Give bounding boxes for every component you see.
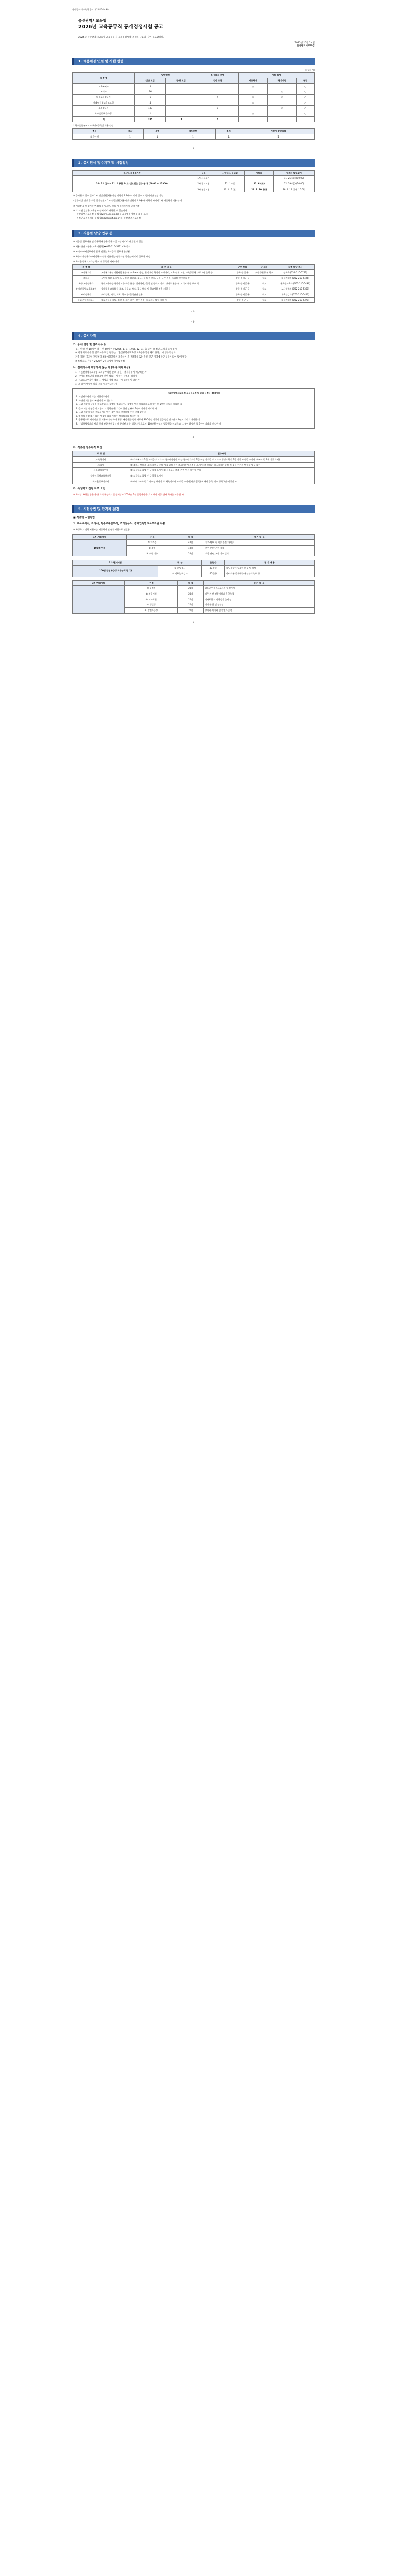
req-job: 교육복지사 [73,457,129,463]
table-cell: ○ [238,111,267,117]
th-sub: 필기시험 [268,78,297,84]
sport-cell: 채용인원 [73,134,117,140]
table-row [73,297,315,303]
stage-notice: 26. 1. 5.(월) [216,187,244,192]
sport-note: * 학교운동부지도사(8명) 종목별 채용 인원 [73,124,114,127]
job-name: 조리실무사 [73,106,135,111]
stage-table [72,580,315,614]
table-cell: 133 [135,106,166,111]
page-number: - 3 - [191,320,195,323]
table-cell: ○ [268,95,297,100]
table-row [73,281,315,286]
th-period: 응시원서 접수기간 [73,170,191,176]
table-row [73,89,315,95]
table-cell [166,89,196,95]
section-4-sub3: 라. 특성화고 전형 자격 요건 [73,487,105,491]
work-type: 방학 중 근무 [233,270,252,276]
stage-col-header: 평 가 내 용 [204,580,315,586]
table-row [73,111,315,117]
table-cell: 5 [135,83,166,89]
table-cell: ○ [238,83,267,89]
section-4-sub3-text: ※ 학교장 추천을 받은 울산 소재 특성화고 졸업예정자(2026년 2월 졸업예정자)로서 해당 직종 관련 학과를 이수한 자 [73,493,184,496]
table-row [73,457,315,463]
work-place: 학교 [252,297,276,303]
table-cell: 4 [196,95,238,100]
notice-intro: 2026년 울산광역시교육청 교육공무직 공개경쟁시험 계획을 다음과 같이 공고합니다. [78,36,165,39]
stage-cell: 20점 [178,607,204,613]
table-cell: ○ [238,95,267,100]
issuing-agency: 울산광역시교육청 [78,18,107,23]
stage-col-header: 문항수 [202,560,225,566]
job-name: 장애인특별교육보조원 [73,286,100,292]
table-cell: 8 [196,106,238,111]
work-type: 방학 중 비근무 [233,292,252,298]
table-cell: ○ [297,106,315,111]
stage-cell: ① 인성검사 [158,566,202,571]
work-place: 학교 [252,292,276,298]
table-row [73,286,315,292]
stage-col-header: 평 가 내 용 [225,560,315,566]
duties-table [72,264,315,303]
table-cell [268,100,297,106]
req-job: 장애인특별교육보조원 [73,473,129,479]
section-1-unit: (단위 : 명) [305,68,315,71]
table-cell: ○ [297,111,315,117]
disq-item: 4) 그 밖에 법령에 따라 채용이 제한되는 자 [75,383,117,386]
sport-table [72,128,315,140]
stage-cell: ② 경력 [127,546,177,551]
job-dept: 체육건강과 (052-210-5378) [276,297,314,303]
sport-cell: 1 [215,134,242,140]
th-special: 특성화고 전형 [196,73,238,78]
sport-header: 양궁 [117,129,144,134]
stage-cell: 40문항 [202,571,225,577]
table-cell [196,83,238,89]
requirement-table [72,451,315,484]
th-sub: 면접 [297,78,315,84]
stage-cell: 관련 분야 근무 경력 [204,546,315,551]
eligibility-item: 거주 제한: 공고일 전일부터 최종시험일까지 계속하여 울산광역시 또는 울산 인근 지역에 주민등록이 되어 있어야 함 [75,356,187,359]
disq-item: 3) 「교육공무직원 채용 시 성범죄 경력 조회」에 동의하지 않는 자 [75,379,140,382]
stage-cell: 40점 [177,540,204,546]
table-cell [238,116,267,122]
stage-cell: 20점 [178,591,204,597]
job-task: 특수교육대상학생의 교수-학습 활동, 신변처리, 급식 및 등하교 지도, 방과후 활동 및 교내외 활동 보조 등 [100,281,233,286]
table-row [73,106,315,111]
work-place: 학교 [252,281,276,286]
stage-name: 2차 필기시험 [191,181,216,187]
schedule-note: ※ 시험장소 및 일시는 변경될 수 있으며, 변경 시 홈페이지에 공고 예정 [73,204,140,207]
stage-cell: ③ 의사표현 [125,597,178,602]
table-row [73,116,315,122]
schedule-table [72,170,315,193]
stage-cell: 30문항 [202,566,225,571]
stage-sub: 100점 만점 [73,540,127,556]
duties-header: 근무처 [252,264,276,270]
table-cell [196,89,238,95]
stage-name: 1차 서류평가 [191,176,216,181]
sport-header: 자전거 (사이클) [242,129,315,134]
table-row [73,270,315,276]
recruitment-table [72,72,315,122]
stage-cell: ③ 교육 이수 [127,551,177,556]
box-item: 5. 금고 이상의 형의 선고유예를 받은 경우에 그 선고유예 기간 중에 있는 자 [76,411,147,414]
stage-name: 2차 필기시험 [73,560,158,566]
stage-table [72,560,315,577]
table-cell: ○ [268,89,297,95]
th-req-job: 직 종 별 [73,451,129,457]
section-4-sub1: 가. 응시 연령 및 결격사유 등 [73,343,106,346]
stage-cell: ① 자격증 [127,540,177,546]
th-notice: 시험장소 공고일 [216,170,244,176]
work-type: 방학 중 비근무 [233,275,252,281]
box-item: 3. 금고 이상의 실형을 선고받고 그 집행이 종료되거나 집행을 받지 아니하기로 확정된 후 5년이 지나지 아니한 자 [76,403,182,406]
stage-cell: 직종 관련 교육 이수 실적 [204,551,315,556]
stage-cell: 20점 [177,551,204,556]
schedule-note: · 접수기간 연장 후 최종 접수인원이 1차 선발인원(채용예정 인원의 1.1배수) 이하인 자에게 1차 서류평가 적용 불가 [73,199,182,202]
box-item: 2. 파산선고를 받고 복권되지 아니한 자 [76,399,113,402]
job-task: 조리업무, 배식, 세척, 청소 등 급식관련 실무 [100,292,233,298]
table-cell: 185 [135,116,166,122]
table-row [73,566,315,571]
table-cell [268,116,297,122]
stage-sub: 100점 만점 (인성·직무능력 평가) [73,566,158,577]
section-5-heading: 5. 시험방법 및 합격자 결정 [72,505,315,513]
job-name: 학교운동부지도사 [73,297,100,303]
duties-note: ※ 직종별 업무내용 및 근무형태 등은 근무시설 사정에 따라 변경될 수 있음 [73,240,143,243]
table-row [73,462,315,468]
sport-header: 배드민턴 [171,129,216,134]
notice-link: · 울산광역시교육청 누리집(www.use.go.kr) > 교육행정정보 > 채용 공고 [75,213,148,216]
stage-cell: ⑤ 발전가능성 [125,607,178,613]
notice-signer: 울산광역시교육감 [297,45,315,48]
box-item: 6. 법원의 판결 또는 다른 법률에 따라 자격이 상실되거나 정지된 자 [76,414,139,417]
table-cell: 1 [135,111,166,117]
table-cell: ○ [268,106,297,111]
section-1-heading: 1. 채용예정 인원 및 시험 방법 [72,58,315,65]
job-name: 특수교육실무사 [73,95,135,100]
req-job: 학교운동부지도사 [73,479,129,484]
table-cell: ○ [297,83,315,89]
table-cell [268,83,297,89]
work-place: 학교 [252,275,276,281]
table-row [73,95,315,100]
notice-signature [72,42,315,49]
sport-header: 수영 [144,129,171,134]
section-4-sub2: 다. 직종별 필수자격 요건 [73,446,102,449]
job-task: 교육복지우선지원사업 활동 및 교육복지 운영, 취약계층 학생의 사례관리, 교육 연계 지원, 교육공동체 프로그램 운영 등 [100,270,233,276]
work-type: 방학 중 근무 [233,297,252,303]
stage-table [72,534,315,557]
stage-cell: 교육공무직원으로서의 정신자세 [204,586,315,591]
stage-cell: 직무수행에 필요한 인성 및 적성 [225,566,315,571]
table-cell: 36 [135,89,166,95]
th-sub: 서류평가 [238,78,267,84]
job-dept: 체육건강과 (052-210-5426) [276,292,314,298]
sport-cell: 1 [144,134,171,140]
notice-link: · 온라인교직원채용 누리집(edurecruit.go.kr) > 울산광역시교육청 [75,217,141,220]
notice-date: 2025년 10월 24일 [294,41,315,44]
th-result: 합격자 발표일시 [274,170,315,176]
duties-header: 근무 형태 [233,264,252,270]
page-number: - 4 - [191,436,195,439]
eligibility-item: ※ 특성화고 전형은 2026년 2월 졸업예정자로 한정 [75,360,125,363]
stage-header-row [73,534,315,540]
th-method: 시험 방법 [238,73,314,78]
table-cell [238,106,267,111]
eligibility-item: ※ 기타 결격사유 및 결격사유 확인 절차는 「울산광역시교육청 교육공무직원 관리 규정」 시행규칙 참조 [75,352,176,355]
box-title: 「울산광역시교육청 교육공무직원 관리 규정」 결격사유 [167,391,220,394]
section-5-sub: ■ 직종별 시험방법 [73,516,95,519]
schedule-note: ※ 응시원서 접수 결과 1차 선발인원(채용예정 인원의 1.1배수) 미만 접수 시 합격기간 연장 가능 [73,194,163,197]
stage-cell: 20점 [178,602,204,608]
table-row [73,275,315,281]
stage-header-row [73,560,315,566]
stage-result: 26. 1. 14.(수) (10:00) [274,187,315,192]
th-sub: 일반 모집 [196,78,238,84]
schedule-note: ※ 각 시험 일정은 교육청 사정에 따라 변경될 수 있습니다. [73,209,128,212]
section-5-sub1-note: ※ 특성화고 전형 지원자는 서류평가 및 면접시험으로 선발함 [73,528,130,531]
box-item: 7. 공무원으로 재직기간 중 직무와 관련하여 횡령, 배임죄를 범한 자로서 300만원 이상의 벌금형을 선고받고 2년이 지나지 아니한 자 [76,418,200,421]
req-text: ① 고등학교 졸업 이상 학력 소지자 [129,473,315,479]
table-cell: 4 [196,116,238,122]
work-type: 방학 중 비근무 [233,286,252,292]
job-dept: 정책국 (052-210-5743) [276,270,314,276]
table-cell [196,111,238,117]
section-4-disq-title: 나. 결격사유에 해당하지 않는 자 (채용 제외 대상) [73,366,130,369]
table-cell [166,111,196,117]
stage-cell: ② 직무능력검사 [158,571,202,577]
th-job: 직 종 별 [73,73,135,83]
stage-header-row [73,580,315,586]
stage-result: 11. 25.(화) (10:00) [274,176,315,181]
box-item: 8. 「성폭력범죄의 처벌 등에 관한 특례법」에 규정된 죄를 범한 사람으로서 100만원 이상의 벌금형을 선고받고 그 형이 확정된 후 3년이 지나지 아니한 자 [76,422,221,425]
stage-sub [73,586,125,613]
table-cell: 6 [135,95,166,100]
page-number: - 2 - [191,310,195,313]
job-name: 교육복지사 [73,83,135,89]
stage-cell: 직무 관련 전문지식과 응용능력 [204,591,315,597]
job-name: 장애인특별교육보조원 [73,100,135,106]
th-sub: 일반 모집 [135,78,166,84]
stage-cell: ④ 성실성 [125,602,178,608]
stage-date [244,176,274,181]
stage-cell: 20점 [178,586,204,591]
work-place: 학교 [252,286,276,292]
stage-date: 26. 1. 10.(토) [244,187,274,192]
table-cell [268,111,297,117]
req-job: 조리사 [73,462,129,468]
table-cell: ○ [297,100,315,106]
section-5-sub1: 1. 교육복지사, 조리사, 특수교육실무사, 조리실무사, 장애인특별교육보조원 직종 [73,522,165,526]
job-name: 교육복지사 [73,270,100,276]
duties-note: ※ 특수교육실무사·조리실무사 신규 임용자는 면접시험 성적순에 따라 근무처 배정 [73,255,150,258]
stage-col-header: 구 분 [158,560,202,566]
table-cell [166,106,196,111]
th-stage: 구분 [191,170,216,176]
box-item: 4. 금고 이상의 형을 선고받고 그 집행유예 기간이 끝난 날부터 2년이 지나지 아니한 자 [76,406,157,410]
table-cell [238,89,267,95]
th-general: 일반전형 [135,73,196,78]
duties-note: ※ 조리사·조리실무사의 업무 범위는 학교급식 업무에 한정됨 [73,250,130,253]
req-text: ① 사회복지사 1급 자격증 소지자 ② 청소년상담사 또는 청소년지도사 2급 이상 자격증 소지자 ③ 평생교육사 2급 이상 자격증 소지자 (①~③ 중 1개 이상 소지) [129,457,315,463]
table-row [73,100,315,106]
sport-header: 검도 [215,129,242,134]
box-item: 1. 피성년후견인 또는 피한정후견인 [76,395,109,398]
table-row [73,586,315,591]
table-row [73,479,315,484]
stage-cell: 의사표현의 정확성과 논리성 [204,597,315,602]
work-place: 교육지원청 및 학교 [252,270,276,276]
page-number: - 1 - [191,147,195,150]
table-row [73,468,315,473]
table-cell: ○ [297,95,315,100]
job-dept: 유초등교육과 (052-210-5436) [276,281,314,286]
req-job: 특수교육실무사 [73,468,129,473]
stage-cell: 예의·품행 및 성실성 [204,602,315,608]
job-name: 학교운동부지도사* [73,111,135,117]
job-dept: 노사협력과 (052-210-5368) [276,286,314,292]
disq-item: 2) 「아동·청소년의 성보호에 관한 법률」에 따른 성범죄 경력자 [75,375,137,378]
job-task: 학교운동부 지도, 훈련 및 경기 참가, 선수 관리, 학교체육 활동 지원 등 [100,297,233,303]
stage-cell: ① 공직관 [125,586,178,591]
duties-header: 업 무 내 용 [100,264,233,270]
req-text: ① 조리사 면허증 소지자(한식·중식·양식·일식·복어 조리기능사 자격증 소지자) ※ 면허증 미소지자는 합격 후 임용 전까지 면허증 발급 필수 [129,462,315,468]
section-3-heading: 3. 직종별 담당 업무 등 [72,230,315,238]
job-task: 장애학생 교육활동 보조, 등하교 보조, 급식 보조 및 학교생활 적응 지원 등 [100,286,233,292]
th-date: 시험일 [244,170,274,176]
table-cell [166,100,196,106]
stage-cell: ② 전문지식 [125,591,178,597]
table-row [73,540,315,546]
job-name: 특수교육실무사 [73,281,100,286]
notice-number: 울산광역시교육청 공고 제2025-449호 [72,8,109,11]
stage-col-header: 구 분 [125,580,178,586]
table-cell: 4 [135,100,166,106]
disq-item: 1) 「울산광역시교육청 교육공무직원 관리 규정」 결격사유에 해당하는 자 [75,371,147,374]
sport-cell: 1 [242,134,315,140]
job-name: 조리사 [73,89,135,95]
table-cell: ○ [238,100,267,106]
req-text: ① 고등학교 졸업 이상 학력 소지자 ② 특수교육 보조 관련 연수 이수자 우대 [129,468,315,473]
notice-title: 2026년 교육공무직 공개경쟁시험 공고 [78,24,163,30]
stage-col-header: 배 점 [177,534,204,540]
stage-name: 1차 서류평가 [73,534,127,540]
duties-note: ※ 학교운동부지도사는 학교 및 종목별 배치 예정 [73,260,119,263]
sport-cell: 1 [117,134,144,140]
stage-col-header: 평 가 내 용 [204,534,315,540]
table-cell: 3 [166,116,196,122]
stage-name: 3차 면접시험 [191,187,216,192]
table-cell [166,83,196,89]
disqualification-box [72,388,315,429]
job-name: 조리실무사 [73,292,100,298]
notice-document [72,8,324,631]
stage-cell: 의사소통·문제해결·대인관계 능력 등 [225,571,315,577]
stage-cell: 20점 [178,597,204,602]
stage-name: 3차 면접시험 [73,580,125,586]
table-row [73,292,315,298]
application-period: 10. 31.(금) ~ 11. 4.(화) ※ 토·일요일은 접수 불가 (09:00 ~ 17:00) [73,176,191,192]
stage-notice [216,176,244,181]
th-sub: 장애 모집 [166,78,196,84]
stage-notice: 12. 1.(월) [216,181,244,187]
stage-col-header: 구 분 [127,534,177,540]
section-2-heading: 2. 응시원서 접수기간 및 시험일정 [72,159,315,167]
stage-cell: 창의력·의지력 및 발전가능성 [204,607,315,613]
th-req: 필수자격 [129,451,315,457]
section-4-heading: 4. 응시자격 [72,332,315,340]
job-name: 계 [73,116,135,122]
table-cell [297,116,315,122]
table-row [73,83,315,89]
duties-header: 직 종 별 [73,264,100,270]
table-cell [166,95,196,100]
req-text: ① 아래 ①~② 중 1개 이상 해당자 ① 체육지도자 자격증 소지자(해당 종목) ② 해당 종목 선수 경력 3년 이상인 자 [129,479,315,484]
duties-header: 직종 담당 부서 [276,264,314,270]
stage-date: 12. 6.(토) [244,181,274,187]
work-type: 방학 중 비근무 [233,281,252,286]
table-row [73,473,315,479]
job-dept: 체육건강과 (052-210-5426) [276,275,314,281]
stage-cell: 40점 [177,546,204,551]
stage-cell: 자격·면허 등 직종 관련 자격증 [204,540,315,546]
table-cell: ○ [297,89,315,95]
sport-header: 종목 [73,129,117,134]
job-task: 식단에 의한 조리업무, 급식 위생관리, 급식시설 설비 관리, 급식 실무 지원, 조리실 안전관리 등 [100,275,233,281]
sport-cell: 1 [171,134,216,140]
page-number: - 5 - [191,620,195,623]
stage-result: 12. 19.(금) (10:00) [274,181,315,187]
eligibility-item: 응시 연령: 만 18세 이상 ~ 만 60세 미만(2006. 1. 1.~1966. 12. 31. 출생자) ※ 정년 도래자 응시 불가 [75,348,177,351]
table-cell [196,100,238,106]
stage-col-header: 배 점 [178,580,204,586]
duties-note: ※ 채용 관련 사항은 교육지원청(☎052-210-5421~5) 문의 [73,245,131,248]
job-name: 조리사 [73,275,100,281]
